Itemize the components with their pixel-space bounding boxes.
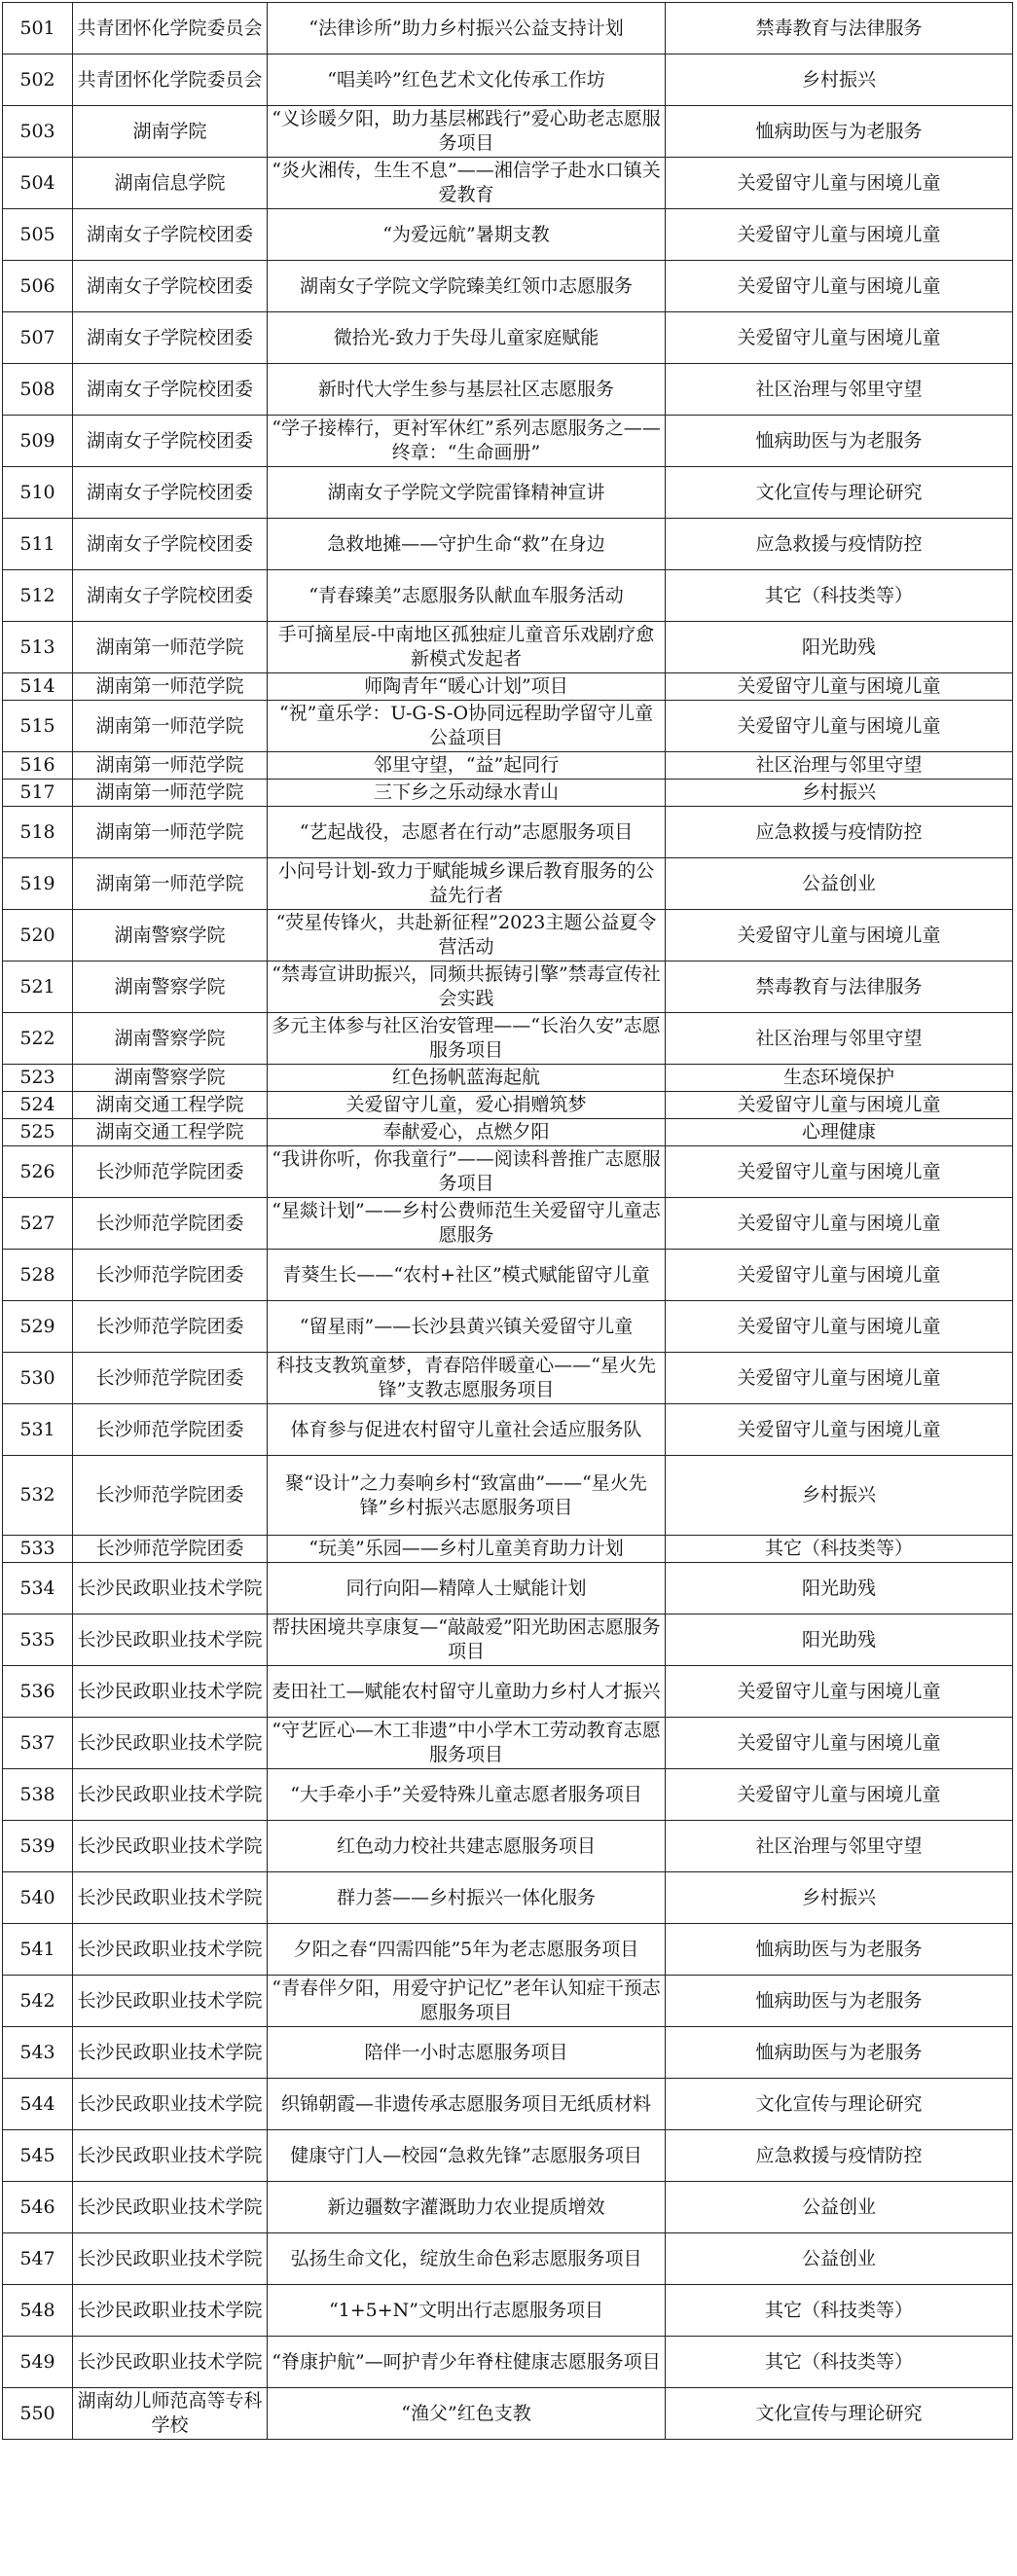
cell-project: 麦田社工—赋能农村留守儿童助力乡村人才振兴 bbox=[268, 1666, 666, 1718]
table-row bbox=[3, 2130, 1013, 2182]
cell-project: 关爱留守儿童，爱心捐赠筑梦 bbox=[268, 1092, 666, 1119]
table-row bbox=[3, 701, 1013, 752]
table-row bbox=[3, 1092, 1013, 1119]
cell-category: 乡村振兴 bbox=[666, 54, 1013, 106]
cell-unit: 长沙民政职业技术学院 bbox=[73, 1976, 268, 2027]
table-row bbox=[3, 519, 1013, 570]
table-row bbox=[3, 570, 1013, 622]
cell-category: 关爱留守儿童与困境儿童 bbox=[666, 910, 1013, 961]
cell-category: 关爱留守儿童与困境儿童 bbox=[666, 1666, 1013, 1718]
table-body bbox=[3, 3, 1013, 2440]
cell-category: 阳光助残 bbox=[666, 1563, 1013, 1615]
table-row bbox=[3, 1666, 1013, 1718]
table-row bbox=[3, 2337, 1013, 2388]
cell-unit: 长沙民政职业技术学院 bbox=[73, 1769, 268, 1821]
table-row bbox=[3, 1769, 1013, 1821]
cell-number: 514 bbox=[3, 673, 73, 701]
cell-unit: 湖南交通工程学院 bbox=[73, 1092, 268, 1119]
table-row bbox=[3, 54, 1013, 106]
cell-category: 关爱留守儿童与困境儿童 bbox=[666, 1769, 1013, 1821]
table-row bbox=[3, 780, 1013, 807]
cell-category: 社区治理与邻里守望 bbox=[666, 752, 1013, 780]
cell-project: 夕阳之春“四需四能”5年为老志愿服务项目 bbox=[268, 1924, 666, 1976]
cell-category: 关爱留守儿童与困境儿童 bbox=[666, 701, 1013, 752]
cell-unit: 共青团怀化学院委员会 bbox=[73, 3, 268, 54]
cell-category: 其它（科技类等） bbox=[666, 2285, 1013, 2337]
table-row bbox=[3, 2388, 1013, 2440]
cell-unit: 长沙民政职业技术学院 bbox=[73, 1666, 268, 1718]
cell-number: 526 bbox=[3, 1146, 73, 1198]
cell-number: 518 bbox=[3, 807, 73, 858]
table-row bbox=[3, 1976, 1013, 2027]
cell-number: 511 bbox=[3, 519, 73, 570]
cell-category: 文化宣传与理论研究 bbox=[666, 467, 1013, 519]
table-row bbox=[3, 910, 1013, 961]
cell-number: 524 bbox=[3, 1092, 73, 1119]
cell-project: 手可摘星辰-中南地区孤独症儿童音乐戏剧疗愈新模式发起者 bbox=[268, 622, 666, 673]
cell-unit: 长沙民政职业技术学院 bbox=[73, 1924, 268, 1976]
cell-project: “祝”童乐学：U-G-S-O协同远程助学留守儿童公益项目 bbox=[268, 701, 666, 752]
cell-number: 525 bbox=[3, 1119, 73, 1146]
table-row bbox=[3, 1872, 1013, 1924]
cell-number: 513 bbox=[3, 622, 73, 673]
table-row bbox=[3, 2079, 1013, 2130]
cell-category: 关爱留守儿童与困境儿童 bbox=[666, 1092, 1013, 1119]
cell-number: 543 bbox=[3, 2027, 73, 2079]
cell-number: 544 bbox=[3, 2079, 73, 2130]
table-row bbox=[3, 106, 1013, 158]
cell-category: 其它（科技类等） bbox=[666, 570, 1013, 622]
cell-project: 奉献爱心，点燃夕阳 bbox=[268, 1119, 666, 1146]
cell-category: 阳光助残 bbox=[666, 1615, 1013, 1666]
table-row bbox=[3, 416, 1013, 467]
table-row bbox=[3, 858, 1013, 910]
cell-project: 新时代大学生参与基层社区志愿服务 bbox=[268, 364, 666, 416]
cell-unit: 长沙民政职业技术学院 bbox=[73, 2285, 268, 2337]
cell-project: 科技支教筑童梦，青春陪伴暖童心——“星火先锋”支教志愿服务项目 bbox=[268, 1353, 666, 1404]
table-row bbox=[3, 1404, 1013, 1456]
cell-category: 恤病助医与为老服务 bbox=[666, 106, 1013, 158]
cell-category: 关爱留守儿童与困境儿童 bbox=[666, 312, 1013, 364]
cell-unit: 湖南女子学院校团委 bbox=[73, 519, 268, 570]
table-row bbox=[3, 752, 1013, 780]
cell-unit: 湖南交通工程学院 bbox=[73, 1119, 268, 1146]
cell-project: “为爱远航”暑期支教 bbox=[268, 209, 666, 261]
cell-number: 549 bbox=[3, 2337, 73, 2388]
cell-category: 生态环境保护 bbox=[666, 1065, 1013, 1092]
cell-category: 关爱留守儿童与困境儿童 bbox=[666, 1198, 1013, 1250]
cell-number: 546 bbox=[3, 2182, 73, 2233]
cell-project: 新边疆数字灌溉助力农业提质增效 bbox=[268, 2182, 666, 2233]
cell-unit: 长沙民政职业技术学院 bbox=[73, 2027, 268, 2079]
table-row bbox=[3, 1563, 1013, 1615]
cell-unit: 湖南第一师范学院 bbox=[73, 673, 268, 701]
table-row bbox=[3, 312, 1013, 364]
table-row bbox=[3, 1821, 1013, 1872]
table-row bbox=[3, 1353, 1013, 1404]
cell-category: 关爱留守儿童与困境儿童 bbox=[666, 1146, 1013, 1198]
project-table bbox=[2, 2, 1013, 2440]
cell-project: “青春伴夕阳，用爱守护记忆”老年认知症干预志愿服务项目 bbox=[268, 1976, 666, 2027]
cell-unit: 长沙民政职业技术学院 bbox=[73, 2337, 268, 2388]
table-row bbox=[3, 2233, 1013, 2285]
cell-project: 三下乡之乐动绿水青山 bbox=[268, 780, 666, 807]
cell-project: “留星雨”——长沙县黄兴镇关爱留守儿童 bbox=[268, 1301, 666, 1353]
cell-number: 521 bbox=[3, 961, 73, 1013]
cell-category: 心理健康 bbox=[666, 1119, 1013, 1146]
cell-unit: 长沙民政职业技术学院 bbox=[73, 2079, 268, 2130]
cell-category: 公益创业 bbox=[666, 858, 1013, 910]
table-row bbox=[3, 673, 1013, 701]
cell-project: “炎火湘传，生生不息”——湘信学子赴水口镇关爱教育 bbox=[268, 158, 666, 209]
cell-unit: 湖南警察学院 bbox=[73, 1065, 268, 1092]
cell-category: 关爱留守儿童与困境儿童 bbox=[666, 1718, 1013, 1769]
table-row bbox=[3, 158, 1013, 209]
cell-unit: 长沙师范学院团委 bbox=[73, 1198, 268, 1250]
cell-category: 关爱留守儿童与困境儿童 bbox=[666, 673, 1013, 701]
cell-project: 同行向阳—精障人士赋能计划 bbox=[268, 1563, 666, 1615]
cell-category: 关爱留守儿童与困境儿童 bbox=[666, 209, 1013, 261]
cell-project: 急救地摊——守护生命“救”在身边 bbox=[268, 519, 666, 570]
cell-category: 禁毒教育与法律服务 bbox=[666, 961, 1013, 1013]
cell-category: 社区治理与邻里守望 bbox=[666, 1821, 1013, 1872]
cell-number: 530 bbox=[3, 1353, 73, 1404]
cell-unit: 长沙师范学院团委 bbox=[73, 1250, 268, 1301]
cell-number: 510 bbox=[3, 467, 73, 519]
cell-category: 应急救援与疫情防控 bbox=[666, 2130, 1013, 2182]
cell-number: 501 bbox=[3, 3, 73, 54]
cell-project: “唱美吟”红色艺术文化传承工作坊 bbox=[268, 54, 666, 106]
table-row bbox=[3, 3, 1013, 54]
cell-unit: 长沙民政职业技术学院 bbox=[73, 1872, 268, 1924]
table-row bbox=[3, 622, 1013, 673]
cell-number: 550 bbox=[3, 2388, 73, 2440]
cell-number: 507 bbox=[3, 312, 73, 364]
cell-unit: 长沙民政职业技术学院 bbox=[73, 1821, 268, 1872]
cell-unit: 湖南第一师范学院 bbox=[73, 752, 268, 780]
cell-number: 502 bbox=[3, 54, 73, 106]
cell-category: 恤病助医与为老服务 bbox=[666, 416, 1013, 467]
cell-number: 522 bbox=[3, 1013, 73, 1065]
cell-category: 关爱留守儿童与困境儿童 bbox=[666, 1301, 1013, 1353]
cell-category: 社区治理与邻里守望 bbox=[666, 364, 1013, 416]
cell-number: 505 bbox=[3, 209, 73, 261]
cell-project: 体育参与促进农村留守儿童社会适应服务队 bbox=[268, 1404, 666, 1456]
cell-number: 506 bbox=[3, 261, 73, 312]
cell-unit: 湖南女子学院校团委 bbox=[73, 416, 268, 467]
cell-project: “渔父”红色支教 bbox=[268, 2388, 666, 2440]
cell-number: 537 bbox=[3, 1718, 73, 1769]
cell-category: 文化宣传与理论研究 bbox=[666, 2388, 1013, 2440]
cell-project: 健康守门人—校园“急救先锋”志愿服务项目 bbox=[268, 2130, 666, 2182]
cell-number: 516 bbox=[3, 752, 73, 780]
cell-project: 群力荟——乡村振兴一体化服务 bbox=[268, 1872, 666, 1924]
cell-project: “星燚计划”——乡村公费师范生关爱留守儿童志愿服务 bbox=[268, 1198, 666, 1250]
cell-project: 湖南女子学院文学院雷锋精神宣讲 bbox=[268, 467, 666, 519]
cell-unit: 湖南警察学院 bbox=[73, 910, 268, 961]
cell-number: 519 bbox=[3, 858, 73, 910]
cell-unit: 湖南第一师范学院 bbox=[73, 622, 268, 673]
cell-category: 关爱留守儿童与困境儿童 bbox=[666, 1353, 1013, 1404]
cell-unit: 湖南第一师范学院 bbox=[73, 780, 268, 807]
table-row bbox=[3, 1924, 1013, 1976]
cell-number: 539 bbox=[3, 1821, 73, 1872]
cell-number: 548 bbox=[3, 2285, 73, 2337]
table-row bbox=[3, 1536, 1013, 1563]
cell-category: 禁毒教育与法律服务 bbox=[666, 3, 1013, 54]
cell-category: 恤病助医与为老服务 bbox=[666, 1924, 1013, 1976]
cell-unit: 湖南女子学院校团委 bbox=[73, 570, 268, 622]
table-row bbox=[3, 2027, 1013, 2079]
cell-number: 512 bbox=[3, 570, 73, 622]
table-row bbox=[3, 1198, 1013, 1250]
table-row bbox=[3, 807, 1013, 858]
cell-category: 应急救援与疫情防控 bbox=[666, 807, 1013, 858]
cell-category: 其它（科技类等） bbox=[666, 1536, 1013, 1563]
cell-number: 520 bbox=[3, 910, 73, 961]
table-row bbox=[3, 364, 1013, 416]
table-row bbox=[3, 1301, 1013, 1353]
cell-category: 关爱留守儿童与困境儿童 bbox=[666, 158, 1013, 209]
cell-unit: 湖南学院 bbox=[73, 106, 268, 158]
cell-project: 弘扬生命文化，绽放生命色彩志愿服务项目 bbox=[268, 2233, 666, 2285]
cell-project: “我讲你听，你我童行”——阅读科普推广志愿服务项目 bbox=[268, 1146, 666, 1198]
cell-unit: 湖南幼儿师范高等专科学校 bbox=[73, 2388, 268, 2440]
table-row bbox=[3, 1718, 1013, 1769]
cell-project: “大手牵小手”关爱特殊儿童志愿者服务项目 bbox=[268, 1769, 666, 1821]
cell-project: 湖南女子学院文学院臻美红领巾志愿服务 bbox=[268, 261, 666, 312]
cell-project: “艺起战役，志愿者在行动”志愿服务项目 bbox=[268, 807, 666, 858]
cell-project: “1+5+N”文明出行志愿服务项目 bbox=[268, 2285, 666, 2337]
cell-project: 织锦朝霞—非遗传承志愿服务项目无纸质材料 bbox=[268, 2079, 666, 2130]
cell-project: “学子接棒行，更衬军休红”系列志愿服务之——终章：“生命画册” bbox=[268, 416, 666, 467]
cell-number: 515 bbox=[3, 701, 73, 752]
cell-project: “义诊暖夕阳，助力基层郴践行”爱心助老志愿服务项目 bbox=[268, 106, 666, 158]
cell-project: “荧星传锋火，共赴新征程”2023主题公益夏令营活动 bbox=[268, 910, 666, 961]
cell-number: 538 bbox=[3, 1769, 73, 1821]
cell-project: 多元主体参与社区治安管理——“长治久安”志愿服务项目 bbox=[268, 1013, 666, 1065]
cell-category: 乡村振兴 bbox=[666, 1456, 1013, 1536]
cell-project: “法律诊所”助力乡村振兴公益支持计划 bbox=[268, 3, 666, 54]
cell-number: 532 bbox=[3, 1456, 73, 1536]
cell-project: 青葵生长——“农村+社区”模式赋能留守儿童 bbox=[268, 1250, 666, 1301]
cell-unit: 湖南警察学院 bbox=[73, 961, 268, 1013]
table-row bbox=[3, 1146, 1013, 1198]
cell-category: 关爱留守儿童与困境儿童 bbox=[666, 1250, 1013, 1301]
cell-unit: 湖南女子学院校团委 bbox=[73, 364, 268, 416]
cell-number: 523 bbox=[3, 1065, 73, 1092]
cell-unit: 湖南警察学院 bbox=[73, 1013, 268, 1065]
table-row bbox=[3, 1119, 1013, 1146]
cell-unit: 湖南女子学院校团委 bbox=[73, 312, 268, 364]
cell-category: 文化宣传与理论研究 bbox=[666, 2079, 1013, 2130]
cell-number: 528 bbox=[3, 1250, 73, 1301]
table-row bbox=[3, 1250, 1013, 1301]
cell-unit: 长沙师范学院团委 bbox=[73, 1353, 268, 1404]
cell-category: 阳光助残 bbox=[666, 622, 1013, 673]
cell-unit: 长沙民政职业技术学院 bbox=[73, 2130, 268, 2182]
table-row bbox=[3, 961, 1013, 1013]
cell-number: 517 bbox=[3, 780, 73, 807]
cell-unit: 长沙民政职业技术学院 bbox=[73, 1615, 268, 1666]
cell-unit: 湖南女子学院校团委 bbox=[73, 209, 268, 261]
cell-project: 聚“设计”之力奏响乡村“致富曲”——“星火先锋”乡村振兴志愿服务项目 bbox=[268, 1456, 666, 1536]
cell-project: “脊康护航”—呵护青少年脊柱健康志愿服务项目 bbox=[268, 2337, 666, 2388]
cell-unit: 湖南女子学院校团委 bbox=[73, 261, 268, 312]
table-row bbox=[3, 1456, 1013, 1536]
table-row bbox=[3, 1013, 1013, 1065]
table-row bbox=[3, 2285, 1013, 2337]
cell-unit: 长沙民政职业技术学院 bbox=[73, 2233, 268, 2285]
cell-number: 509 bbox=[3, 416, 73, 467]
cell-number: 508 bbox=[3, 364, 73, 416]
cell-unit: 长沙师范学院团委 bbox=[73, 1456, 268, 1536]
table-row bbox=[3, 1065, 1013, 1092]
cell-unit: 湖南信息学院 bbox=[73, 158, 268, 209]
cell-project: “青春臻美”志愿服务队献血车服务活动 bbox=[268, 570, 666, 622]
cell-number: 542 bbox=[3, 1976, 73, 2027]
cell-number: 504 bbox=[3, 158, 73, 209]
cell-number: 536 bbox=[3, 1666, 73, 1718]
cell-number: 540 bbox=[3, 1872, 73, 1924]
cell-project: “禁毒宣讲助振兴，同频共振铸引擎”禁毒宣传社会实践 bbox=[268, 961, 666, 1013]
cell-project: 邻里守望，“益”起同行 bbox=[268, 752, 666, 780]
cell-project: 师陶青年“暖心计划”项目 bbox=[268, 673, 666, 701]
table-row bbox=[3, 1615, 1013, 1666]
table-row bbox=[3, 2182, 1013, 2233]
cell-unit: 长沙师范学院团委 bbox=[73, 1301, 268, 1353]
cell-number: 531 bbox=[3, 1404, 73, 1456]
cell-project: 微拾光-致力于失母儿童家庭赋能 bbox=[268, 312, 666, 364]
cell-category: 公益创业 bbox=[666, 2182, 1013, 2233]
cell-unit: 湖南女子学院校团委 bbox=[73, 467, 268, 519]
cell-category: 恤病助医与为老服务 bbox=[666, 1976, 1013, 2027]
cell-unit: 湖南第一师范学院 bbox=[73, 807, 268, 858]
cell-project: 帮扶困境共享康复—“敲敲爱”阳光助困志愿服务项目 bbox=[268, 1615, 666, 1666]
cell-number: 535 bbox=[3, 1615, 73, 1666]
cell-unit: 长沙民政职业技术学院 bbox=[73, 1718, 268, 1769]
table-row bbox=[3, 261, 1013, 312]
cell-unit: 长沙师范学院团委 bbox=[73, 1404, 268, 1456]
cell-number: 503 bbox=[3, 106, 73, 158]
cell-unit: 湖南第一师范学院 bbox=[73, 701, 268, 752]
cell-category: 乡村振兴 bbox=[666, 780, 1013, 807]
cell-number: 533 bbox=[3, 1536, 73, 1563]
cell-category: 社区治理与邻里守望 bbox=[666, 1013, 1013, 1065]
cell-category: 公益创业 bbox=[666, 2233, 1013, 2285]
cell-number: 545 bbox=[3, 2130, 73, 2182]
cell-category: 应急救援与疫情防控 bbox=[666, 519, 1013, 570]
cell-unit: 共青团怀化学院委员会 bbox=[73, 54, 268, 106]
cell-number: 541 bbox=[3, 1924, 73, 1976]
cell-unit: 湖南第一师范学院 bbox=[73, 858, 268, 910]
table-row bbox=[3, 209, 1013, 261]
cell-project: “守艺匠心—木工非遗”中小学木工劳动教育志愿服务项目 bbox=[268, 1718, 666, 1769]
cell-category: 关爱留守儿童与困境儿童 bbox=[666, 261, 1013, 312]
cell-category: 乡村振兴 bbox=[666, 1872, 1013, 1924]
cell-number: 547 bbox=[3, 2233, 73, 2285]
cell-unit: 长沙民政职业技术学院 bbox=[73, 1563, 268, 1615]
cell-number: 534 bbox=[3, 1563, 73, 1615]
cell-category: 其它（科技类等） bbox=[666, 2337, 1013, 2388]
cell-project: “玩美”乐园——乡村儿童美育助力计划 bbox=[268, 1536, 666, 1563]
cell-project: 红色动力校社共建志愿服务项目 bbox=[268, 1821, 666, 1872]
cell-project: 小问号计划-致力于赋能城乡课后教育服务的公益先行者 bbox=[268, 858, 666, 910]
cell-category: 关爱留守儿童与困境儿童 bbox=[666, 1404, 1013, 1456]
cell-project: 红色扬帆蓝海起航 bbox=[268, 1065, 666, 1092]
cell-unit: 长沙师范学院团委 bbox=[73, 1536, 268, 1563]
cell-unit: 长沙民政职业技术学院 bbox=[73, 2182, 268, 2233]
cell-project: 陪伴一小时志愿服务项目 bbox=[268, 2027, 666, 2079]
cell-number: 529 bbox=[3, 1301, 73, 1353]
cell-category: 恤病助医与为老服务 bbox=[666, 2027, 1013, 2079]
cell-unit: 长沙师范学院团委 bbox=[73, 1146, 268, 1198]
table-row bbox=[3, 467, 1013, 519]
cell-number: 527 bbox=[3, 1198, 73, 1250]
